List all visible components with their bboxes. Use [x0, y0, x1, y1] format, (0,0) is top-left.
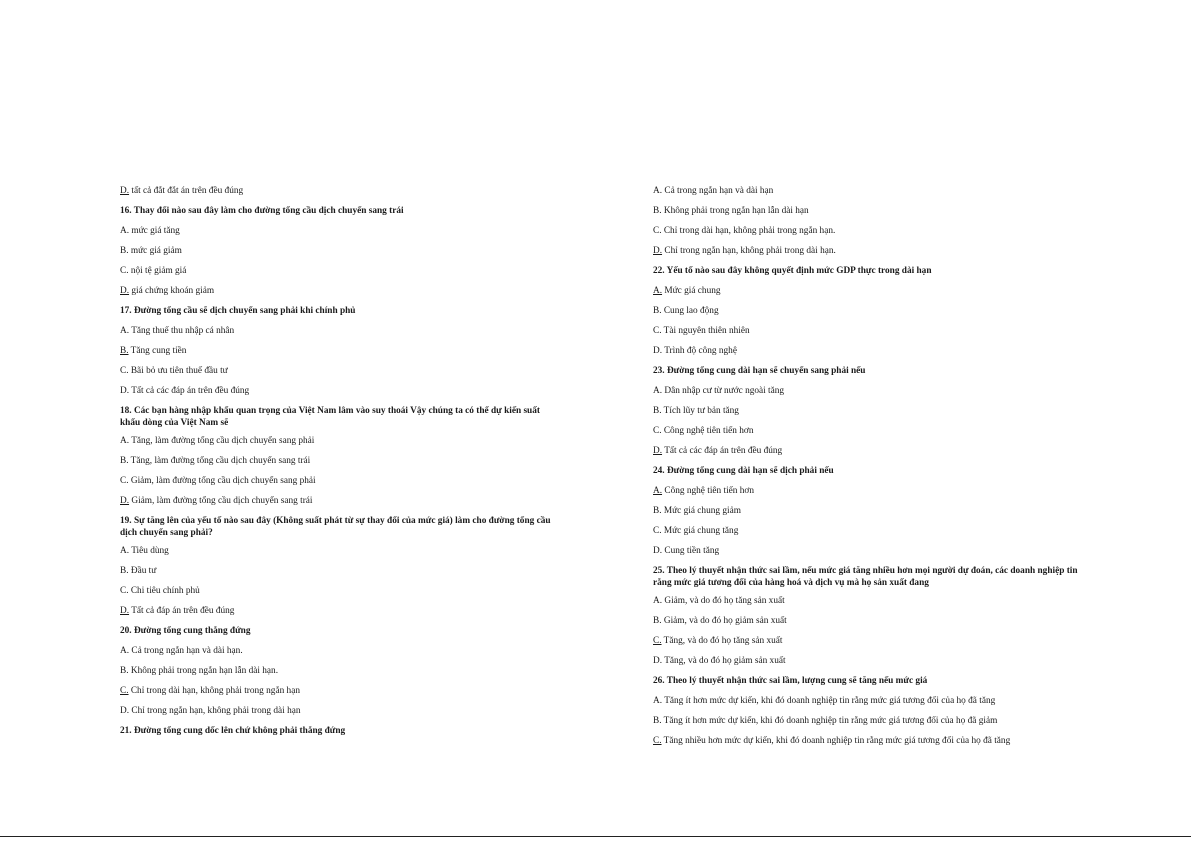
- option-letter: A.: [653, 596, 663, 606]
- answer-option: [653, 695, 1083, 707]
- option-text: Chi tiêu chính phủ: [128, 586, 200, 596]
- option-text: Giảm, và do đó họ giảm sản xuất: [661, 616, 787, 626]
- question-heading: 24. Đường tổng cung dài hạn sẽ dịch phải nếu: [653, 466, 834, 476]
- option-letter: C.: [653, 426, 662, 436]
- answer-option: [653, 405, 1083, 417]
- option-text: Chỉ trong ngắn hạn, không phải trong dài hạn: [129, 706, 301, 716]
- option-letter: B.: [120, 566, 129, 576]
- question-heading: 20. Đường tổng cung thẳng đứng: [120, 626, 251, 636]
- option-letter: C.: [120, 476, 129, 486]
- answer-option: [653, 525, 1083, 537]
- option-text: mức giá giảm: [128, 246, 182, 256]
- answer-option: [653, 385, 1083, 397]
- option-text: Tăng, và do đó họ tăng sản xuất: [661, 636, 783, 646]
- answer-option-correct: [120, 345, 560, 357]
- option-text: Tài nguyên thiên nhiên: [661, 326, 750, 336]
- answer-option: [120, 245, 560, 257]
- option-text: Mức giá chung: [662, 286, 721, 296]
- answer-option-correct: [120, 285, 560, 297]
- option-text: Mức giá chung tăng: [661, 526, 739, 536]
- option-letter: C.: [653, 526, 662, 536]
- answer-option-correct: [120, 685, 560, 697]
- answer-option: [120, 265, 560, 277]
- answer-option: [120, 665, 560, 677]
- option-text: tất cả đắt đắt án trên đều đúng: [129, 186, 244, 196]
- answer-option: [120, 455, 560, 467]
- option-text: Mức giá chung giảm: [661, 506, 741, 516]
- answer-option: [653, 545, 1083, 557]
- option-text: Tăng cung tiền: [128, 346, 187, 356]
- answer-option: [653, 655, 1083, 667]
- answer-option-correct: [653, 485, 1083, 497]
- option-text: Cung tiền tăng: [662, 546, 720, 556]
- answer-option: [120, 705, 560, 717]
- option-text: mức giá tăng: [129, 226, 180, 236]
- answer-option-correct: [653, 445, 1083, 457]
- option-letter: B.: [120, 246, 129, 256]
- answer-option: [120, 325, 560, 337]
- option-text: Dân nhập cư từ nước ngoài tăng: [662, 386, 785, 396]
- option-letter: B.: [653, 506, 662, 516]
- option-text: Tiêu dùng: [129, 546, 169, 556]
- answer-option: [653, 595, 1083, 607]
- option-letter: B.: [120, 346, 129, 356]
- question-heading: 19. Sự tăng lên của yếu tố nào sau đây (Không suất phát từ sự thay đổi của mức giá) làm cho đường tổng cầu dịch chuyển sang phải?: [120, 516, 551, 538]
- option-text: Công nghệ tiên tiến hơn: [662, 486, 754, 496]
- option-letter: A.: [653, 696, 663, 706]
- option-letter: D.: [653, 656, 663, 666]
- option-text: Bãi bỏ ưu tiên thuế đầu tư: [128, 366, 228, 376]
- option-letter: C.: [653, 326, 662, 336]
- answer-option-correct: [653, 245, 1083, 257]
- question-heading: 21. Đường tổng cung dốc lên chứ không phải thẳng đứng: [120, 726, 346, 736]
- option-letter: B.: [653, 616, 662, 626]
- question-heading: 17. Đường tổng cầu sẽ dịch chuyển sang phải khi chính phủ: [120, 306, 356, 316]
- option-text: giá chứng khoán giảm: [129, 286, 215, 296]
- question-heading: 25. Theo lý thuyết nhận thức sai lầm, nếu mức giá tăng nhiều hơn mọi người dự đoán, các doanh nghiệp tin rằng mức giá tương đối của hàng hoá và dịch vụ mà họ sản xuất đang: [653, 566, 1078, 588]
- option-letter: A.: [120, 326, 130, 336]
- page-bottom-rule: [0, 836, 1191, 837]
- option-text: Chỉ trong dài hạn, không phải trong ngắn hạn: [128, 686, 300, 696]
- answer-option: [653, 305, 1083, 317]
- answer-option-correct: [120, 605, 560, 617]
- option-letter: D.: [120, 186, 130, 196]
- answer-option: [653, 345, 1083, 357]
- option-text: Không phải trong ngắn hạn lẫn dài hạn: [661, 206, 809, 216]
- option-text: Đầu tư: [128, 566, 157, 576]
- option-letter: D.: [120, 386, 130, 396]
- option-letter: B.: [653, 206, 662, 216]
- answer-option: [653, 615, 1083, 627]
- right-column: [653, 185, 1083, 755]
- option-letter: D.: [120, 706, 130, 716]
- option-letter: A.: [120, 226, 130, 236]
- option-text: Giảm, làm đường tổng cầu dịch chuyển sang phải: [128, 476, 316, 486]
- option-text: Tăng, làm đường tổng cầu dịch chuyển sang phải: [129, 436, 315, 446]
- question-heading: 22. Yếu tố nào sau đây không quyết định mức GDP thực trong dài hạn: [653, 266, 932, 276]
- answer-option: [653, 185, 1083, 197]
- option-letter: D.: [653, 346, 663, 356]
- option-letter: A.: [120, 436, 130, 446]
- option-letter: C.: [120, 586, 129, 596]
- answer-option-correct: [120, 185, 560, 197]
- option-text: Tăng thuế thu nhập cá nhân: [129, 326, 235, 336]
- answer-option: [120, 475, 560, 487]
- option-text: Tăng, làm đường tổng cầu dịch chuyển sang trái: [128, 456, 311, 466]
- option-text: Không phải trong ngắn hạn lẫn dài hạn.: [128, 666, 279, 676]
- option-letter: A.: [120, 646, 130, 656]
- option-letter: D.: [120, 606, 130, 616]
- option-letter: A.: [653, 286, 663, 296]
- answer-option: [653, 205, 1083, 217]
- option-text: Tất cả các đáp án trên đều đúng: [129, 386, 250, 396]
- option-text: Cả trong ngắn hạn và dài hạn: [662, 186, 774, 196]
- answer-option-correct: [120, 495, 560, 507]
- answer-option: [120, 585, 560, 597]
- answer-option-correct: [653, 285, 1083, 297]
- option-letter: B.: [120, 666, 129, 676]
- answer-option: [653, 425, 1083, 437]
- option-letter: C.: [120, 686, 129, 696]
- option-text: Tất cả các đáp án trên đều đúng: [662, 446, 783, 456]
- answer-option: [120, 645, 560, 657]
- answer-option: [120, 565, 560, 577]
- option-letter: C.: [120, 266, 129, 276]
- option-letter: C.: [653, 736, 662, 746]
- option-letter: C.: [653, 636, 662, 646]
- option-letter: D.: [120, 496, 130, 506]
- option-text: Tăng nhiều hơn mức dự kiến, khi đó doanh nghiệp tin rằng mức giá tương đối của họ đã tăng: [661, 736, 1011, 746]
- question-heading: 26. Theo lý thuyết nhận thức sai lầm, lượng cung sẽ tăng nếu mức giá: [653, 676, 928, 686]
- question-heading: 23. Đường tổng cung dài hạn sẽ chuyển sang phải nếu: [653, 366, 866, 376]
- option-letter: B.: [653, 406, 662, 416]
- option-text: Chỉ trong dài hạn, không phải trong ngắn hạn.: [661, 226, 836, 236]
- option-text: Giảm, và do đó họ tăng sản xuất: [662, 596, 785, 606]
- option-text: Giảm, làm đường tổng cầu dịch chuyển sang trái: [129, 496, 313, 506]
- option-text: Công nghệ tiên tiến hơn: [661, 426, 754, 436]
- answer-option: [120, 545, 560, 557]
- option-text: Trình độ công nghệ: [662, 346, 737, 356]
- option-letter: D.: [653, 446, 663, 456]
- answer-option: [120, 225, 560, 237]
- option-text: Tăng ít hơn mức dự kiến, khi đó doanh nghiệp tin rằng mức giá tương đối của họ đã tăng: [662, 696, 996, 706]
- left-column: [120, 185, 560, 745]
- answer-option-correct: [653, 635, 1083, 647]
- option-letter: B.: [120, 456, 129, 466]
- option-text: Cung lao động: [661, 306, 719, 316]
- question-heading: 16. Thay đổi nào sau đây làm cho đường tổng cầu dịch chuyển sang trái: [120, 206, 404, 216]
- option-letter: D.: [653, 546, 663, 556]
- answer-option: [120, 365, 560, 377]
- question-heading: 18. Các bạn hàng nhập khẩu quan trọng của Việt Nam lâm vào suy thoái Vậy chúng ta có thể dự kiến suất khẩu dòng của Việt Nam sẽ: [120, 406, 540, 428]
- option-letter: A.: [653, 386, 663, 396]
- answer-option: [120, 385, 560, 397]
- answer-option-correct: [653, 735, 1083, 747]
- answer-option: [653, 715, 1083, 727]
- answer-option: [653, 225, 1083, 237]
- option-letter: C.: [120, 366, 129, 376]
- option-text: Tích lũy tư bản tăng: [661, 406, 739, 416]
- option-text: Cả trong ngắn hạn và dài hạn.: [129, 646, 243, 656]
- answer-option: [120, 435, 560, 447]
- option-letter: D.: [653, 246, 663, 256]
- option-text: Tất cả đáp án trên đều đúng: [129, 606, 235, 616]
- option-text: nội tệ giảm giá: [128, 266, 187, 276]
- option-letter: B.: [653, 306, 662, 316]
- answer-option: [653, 325, 1083, 337]
- option-letter: A.: [653, 186, 663, 196]
- option-text: Tăng ít hơn mức dự kiến, khi đó doanh nghiệp tin rằng mức giá tương đối của họ đã giảm: [661, 716, 998, 726]
- option-text: Chỉ trong ngắn hạn, không phải trong dài hạn.: [662, 246, 836, 256]
- option-text: Tăng, và do đó họ giảm sản xuất: [662, 656, 786, 666]
- option-letter: C.: [653, 226, 662, 236]
- option-letter: A.: [653, 486, 663, 496]
- option-letter: D.: [120, 286, 130, 296]
- option-letter: A.: [120, 546, 130, 556]
- option-letter: B.: [653, 716, 662, 726]
- answer-option: [653, 505, 1083, 517]
